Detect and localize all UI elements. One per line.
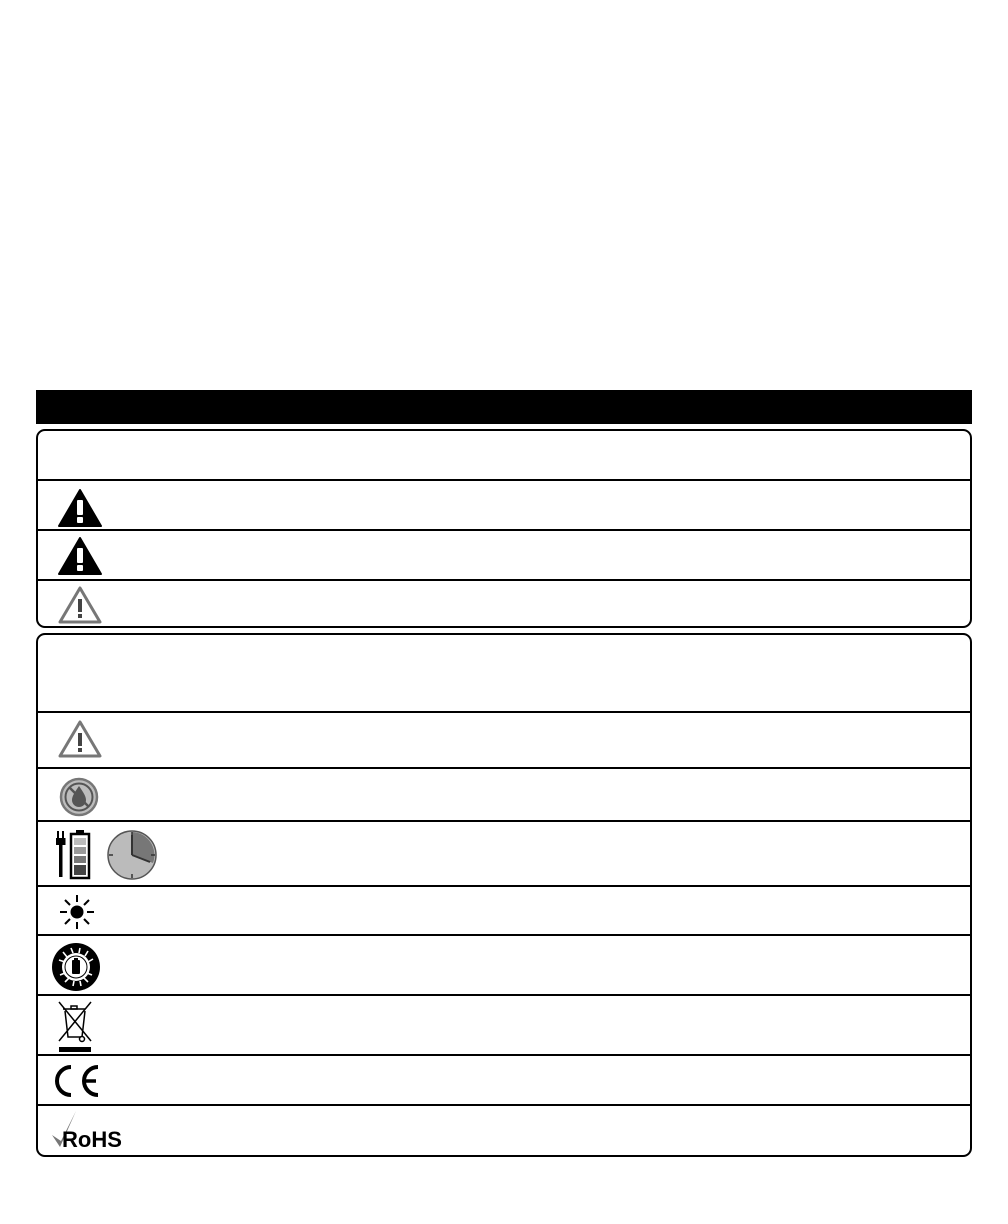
signal-words-panel <box>36 429 972 628</box>
signal-row-danger <box>38 479 970 529</box>
warning-triangle-outline-icon <box>57 719 103 759</box>
warning-triangle-solid-icon <box>57 536 103 576</box>
svg-text:RoHS: RoHS <box>62 1127 122 1152</box>
rbrc-recycle-seal-icon <box>51 942 101 992</box>
section-header-bar <box>36 390 972 424</box>
panel-intro-row <box>38 635 970 711</box>
symbol-row-ce <box>38 1054 970 1104</box>
symbol-row-weee <box>38 994 970 1054</box>
symbol-row-rohs <box>38 1104 970 1157</box>
symbol-row-charging <box>38 820 970 885</box>
signal-row-caution <box>38 579 970 627</box>
warning-triangle-outline-icon <box>57 585 103 625</box>
symbol-row-safety-alert <box>38 711 970 767</box>
sun-heat-icon <box>59 894 95 930</box>
no-liquids-icon <box>59 777 99 817</box>
crossed-out-wheeled-bin-icon <box>55 999 95 1053</box>
panel-intro-row <box>38 431 970 479</box>
symbols-panel <box>36 633 972 1157</box>
warning-triangle-solid-icon <box>57 488 103 528</box>
symbol-row-recycle <box>38 934 970 994</box>
symbol-row-no-liquids <box>38 767 970 820</box>
symbol-row-heat <box>38 885 970 934</box>
charging-battery-clock-icon <box>53 829 161 881</box>
signal-row-warning <box>38 529 970 579</box>
rohs-mark-icon <box>50 1109 136 1153</box>
ce-mark-icon <box>51 1064 103 1098</box>
